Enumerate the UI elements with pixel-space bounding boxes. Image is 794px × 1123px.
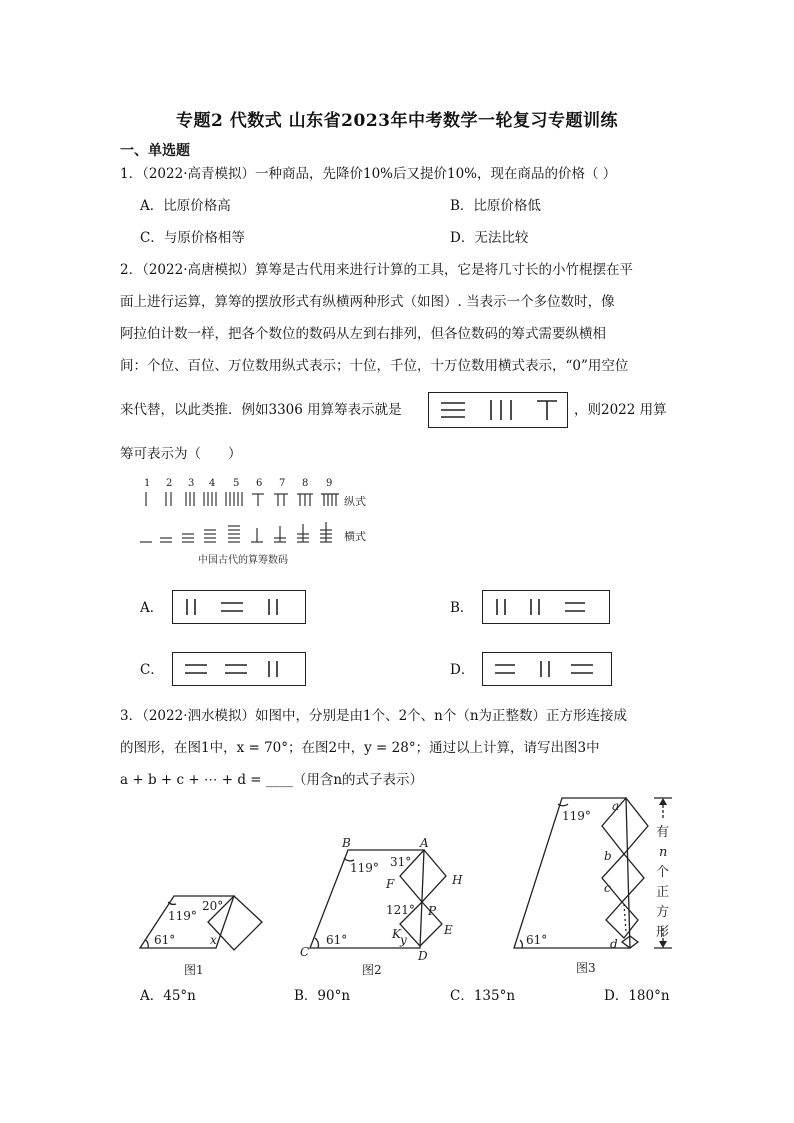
digit-9: 9 bbox=[326, 478, 333, 489]
fig3-side-1: 有 bbox=[656, 825, 670, 840]
fig3-letter-d: d bbox=[610, 937, 618, 951]
digit-2: 2 bbox=[166, 478, 173, 489]
fig3-caption: 图3 bbox=[576, 961, 596, 975]
digit-5: 5 bbox=[233, 478, 240, 489]
fig1-caption: 图1 bbox=[184, 963, 204, 977]
fig2-point-A: A bbox=[420, 836, 429, 850]
section-heading: 一、单选题 bbox=[120, 143, 190, 159]
q2-option-d-label[interactable]: D． bbox=[450, 662, 475, 678]
digit-3: 3 bbox=[188, 478, 195, 489]
figure-3 bbox=[506, 792, 692, 982]
q2-line2: 面上进行运算，算筹的摆放形式有纵横两种形式（如图）. 当表示一个多位数时，像 bbox=[120, 294, 615, 310]
q1-option-a[interactable]: A．比原价格高 bbox=[140, 198, 231, 214]
q2-option-c[interactable] bbox=[172, 652, 306, 686]
q2-option-b-label[interactable]: B． bbox=[450, 600, 474, 616]
fig3-letter-c: c bbox=[604, 881, 611, 895]
q3-option-d[interactable]: D．180°n bbox=[604, 988, 670, 1004]
vertical-form-rods bbox=[146, 492, 339, 506]
rod-option-d bbox=[483, 653, 611, 685]
zongshi-label: 纵式 bbox=[344, 495, 366, 508]
q3-line2: 的图形，在图1中，x = 70°；在图2中，y = 28°；通过以上计算，请写出图3中 bbox=[120, 740, 600, 756]
fig1-angle-20: 20° bbox=[202, 899, 224, 913]
fig3-side-3: 个 bbox=[656, 865, 670, 880]
rod-option-b bbox=[483, 591, 609, 623]
fig3-angle-119: 119° bbox=[562, 809, 591, 823]
q2-option-a-label[interactable]: A． bbox=[140, 600, 164, 616]
rod-option-a bbox=[173, 591, 305, 623]
horizontal-form-rods bbox=[140, 522, 332, 542]
q2-option-d[interactable] bbox=[482, 652, 612, 686]
fig2-angle-31: 31° bbox=[390, 855, 412, 869]
digit-4: 4 bbox=[209, 478, 216, 489]
fig3-letter-b: b bbox=[604, 849, 612, 863]
page-title: 专题2 代数式 山东省2023年中考数学一轮复习专题训练 bbox=[176, 111, 618, 131]
fig3-angle-61: 61° bbox=[526, 933, 548, 947]
q3-option-c[interactable]: C．135°n bbox=[450, 988, 516, 1004]
fig2-angle-61: 61° bbox=[326, 933, 348, 947]
q2-line5a: 来代替，以此类推．例如3306 用算筹表示就是 bbox=[120, 402, 402, 418]
digit-7: 7 bbox=[279, 478, 286, 489]
rod-table-caption: 中国古代的算筹数码 bbox=[198, 555, 288, 566]
q3-line1: 3．（2022·泗水模拟）如图中，分别是由1个、2个、n个（n为正整数）正方形连接成 bbox=[120, 708, 628, 724]
q3-line3: a + b + c + ⋯ + d = ____（用含n的式子表示） bbox=[120, 772, 424, 788]
fig3-side-2: n bbox=[659, 845, 668, 860]
fig2-point-P: P bbox=[428, 904, 437, 918]
q2-option-c-label[interactable]: C． bbox=[140, 662, 164, 678]
rod-numeral-table bbox=[132, 474, 382, 570]
q2-line6: 筹可表示为（ ） bbox=[120, 446, 242, 462]
example-3306-rods bbox=[428, 392, 568, 428]
q3-option-b[interactable]: B．90°n bbox=[294, 988, 351, 1004]
figure-1 bbox=[134, 880, 274, 980]
fig3-side-4: 正 bbox=[656, 885, 670, 900]
hengshi-label: 横式 bbox=[344, 530, 366, 543]
q2-line4: 间：个位、百位、万位数用纵式表示；十位，千位，十万位数用横式表示，“0”用空位 bbox=[120, 358, 629, 374]
q3-option-a[interactable]: A．45°n bbox=[140, 988, 196, 1004]
digit-1: 1 bbox=[144, 478, 151, 489]
digit-8: 8 bbox=[302, 478, 309, 489]
q1-option-d[interactable]: D．无法比较 bbox=[450, 230, 529, 246]
q2-line3: 阿拉伯计数一样，把各个数位的数码从左到右排列，但各位数码的筹式需要纵横相 bbox=[120, 326, 606, 342]
fig3-square-3 bbox=[606, 902, 638, 938]
q1-stem: 1．（2022·高青模拟）一种商品，先降价10%后又提价10%，现在商品的价格（ ） bbox=[120, 166, 617, 182]
fig2-point-K: K bbox=[392, 927, 401, 941]
fig2-point-H: H bbox=[452, 873, 463, 887]
fig3-side-6: 形 bbox=[656, 925, 670, 940]
digit-6: 6 bbox=[256, 478, 263, 489]
fig2-point-F: F bbox=[386, 877, 395, 891]
rod-option-c bbox=[173, 653, 305, 685]
fig2-angle-y: y bbox=[400, 933, 407, 947]
fig2-point-E: E bbox=[444, 923, 453, 937]
q2-line5b: ，则2022 用算 bbox=[574, 402, 667, 418]
fig3-square-1 bbox=[602, 798, 648, 854]
fig2-angle-119: 119° bbox=[350, 861, 379, 875]
fig2-point-C: C bbox=[300, 945, 310, 959]
figure-2 bbox=[296, 832, 476, 982]
q1-option-b[interactable]: B．比原价格低 bbox=[450, 198, 541, 214]
q2-line1: 2．（2022·高唐模拟）算筹是古代用来进行计算的工具，它是将几寸长的小竹棍摆在平 bbox=[120, 262, 633, 278]
fig1-angle-61: 61° bbox=[154, 933, 176, 947]
fig2-caption: 图2 bbox=[362, 963, 382, 977]
fig1-angle-x: x bbox=[210, 933, 217, 947]
q1-option-c[interactable]: C．与原价格相等 bbox=[140, 230, 245, 246]
fig3-letter-a: a bbox=[612, 799, 620, 813]
q2-option-a[interactable] bbox=[172, 590, 306, 624]
fig2-point-D: D bbox=[418, 949, 428, 963]
fig1-angle-119: 119° bbox=[168, 909, 197, 923]
fig2-point-B: B bbox=[342, 836, 351, 850]
rod-numeral-3306 bbox=[429, 393, 567, 427]
fig2-angle-121: 121° bbox=[386, 903, 415, 917]
fig3-side-5: 方 bbox=[656, 905, 670, 920]
q2-option-b[interactable] bbox=[482, 590, 610, 624]
